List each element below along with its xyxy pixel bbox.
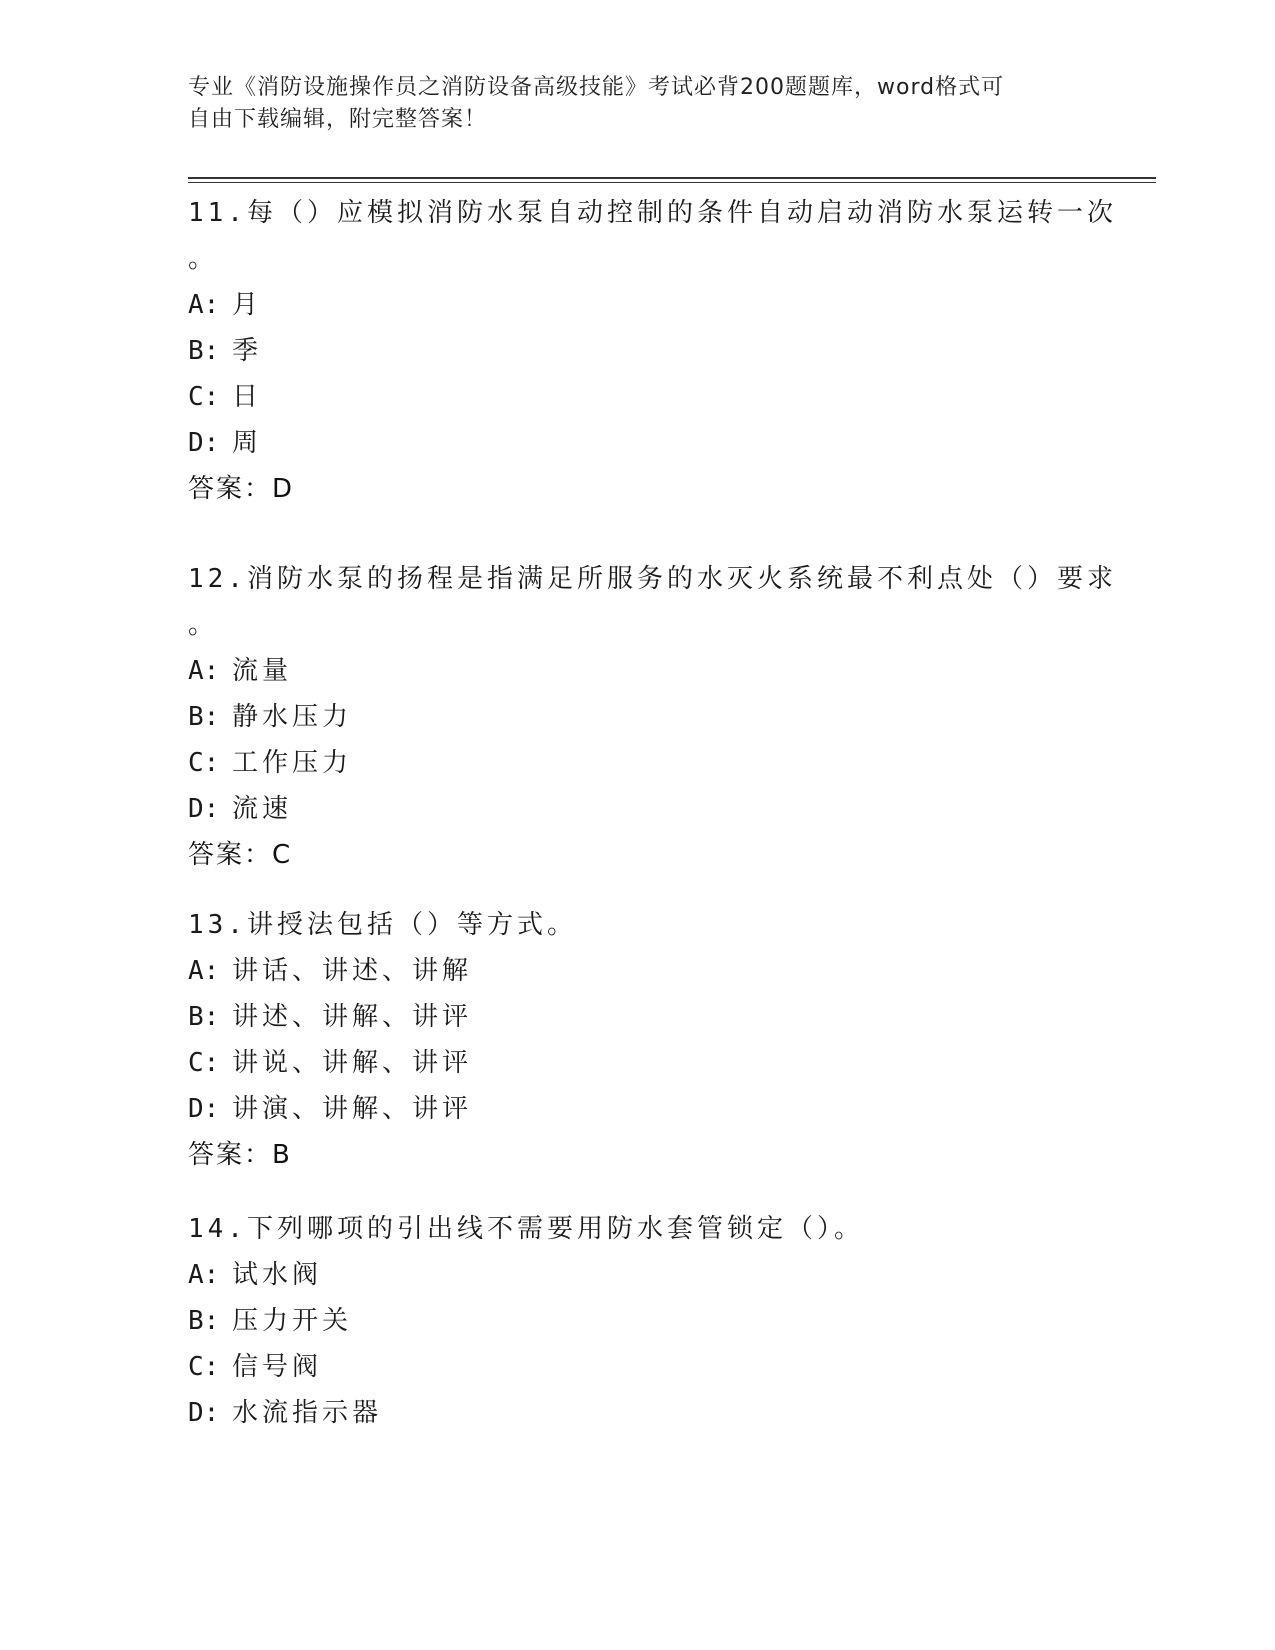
option-d [188,1390,864,1436]
option-text: 试水阀 [232,1260,323,1290]
option-a [188,648,1117,694]
header-line-2: 自由下载编辑，附完整答案！ [188,107,488,132]
question-stem: 13.讲授法包括（）等方式。 [188,910,577,940]
answer: 答案：D [188,474,295,504]
option-a [188,1252,864,1298]
option-key: B: [188,1306,220,1336]
option-c [188,374,1117,420]
option-key: A: [188,1260,220,1290]
option-d [188,1086,577,1132]
option-text: 月 [232,290,263,320]
header-divider-thin [188,182,1156,183]
option-key: C: [188,1352,220,1382]
question-14 [188,1206,864,1436]
option-key: C: [188,382,220,412]
question-stem: 11.每（）应模拟消防水泵自动控制的条件自动启动消防水泵运转一次 [188,198,1117,228]
option-c [188,1040,577,1086]
option-a [188,948,577,994]
option-key: A: [188,290,220,320]
option-d [188,420,1117,466]
question-stem: 12.消防水泵的扬程是指满足所服务的水灭火系统最不利点处（）要求 [188,564,1117,594]
option-b [188,1298,864,1344]
option-c [188,1344,864,1390]
option-key: C: [188,748,220,778]
option-b [188,694,1117,740]
option-text: 压力开关 [232,1306,353,1336]
option-key: B: [188,1002,220,1032]
option-key: A: [188,656,220,686]
option-key: D: [188,794,220,824]
option-text: 季 [232,336,263,366]
option-b [188,994,577,1040]
header-line-1: 专业《消防设施操作员之消防设备高级技能》考试必背200题题库，word格式可 [188,75,1005,100]
option-key: D: [188,1094,220,1124]
answer: 答案：B [188,1140,292,1170]
option-text: 周 [232,428,263,458]
question-13 [188,902,577,1178]
option-key: D: [188,1398,220,1428]
option-key: C: [188,1048,220,1078]
option-text: 静水压力 [232,702,353,732]
option-key: B: [188,336,220,366]
option-text: 讲述、讲解、讲评 [232,1002,473,1032]
question-stem-continuation: 。 [188,244,215,274]
option-text: 讲演、讲解、讲评 [232,1094,473,1124]
question-stem: 14.下列哪项的引出线不需要用防水套管锁定（）。 [188,1214,864,1244]
option-text: 日 [232,382,263,412]
option-b [188,328,1117,374]
option-a [188,282,1117,328]
option-key: D: [188,428,220,458]
document-header [188,72,1088,136]
answer: 答案：C [188,840,293,870]
option-text: 讲话、讲述、讲解 [232,956,473,986]
question-12 [188,556,1117,878]
option-d [188,786,1117,832]
question-11 [188,190,1117,512]
option-text: 讲说、讲解、讲评 [232,1048,473,1078]
option-text: 流速 [232,794,293,824]
option-text: 水流指示器 [232,1398,383,1428]
option-text: 信号阀 [232,1352,323,1382]
option-text: 工作压力 [232,748,353,778]
option-key: A: [188,956,220,986]
header-divider [188,177,1156,179]
option-key: B: [188,702,220,732]
option-text: 流量 [232,656,293,686]
question-stem-continuation: 。 [188,610,215,640]
option-c [188,740,1117,786]
